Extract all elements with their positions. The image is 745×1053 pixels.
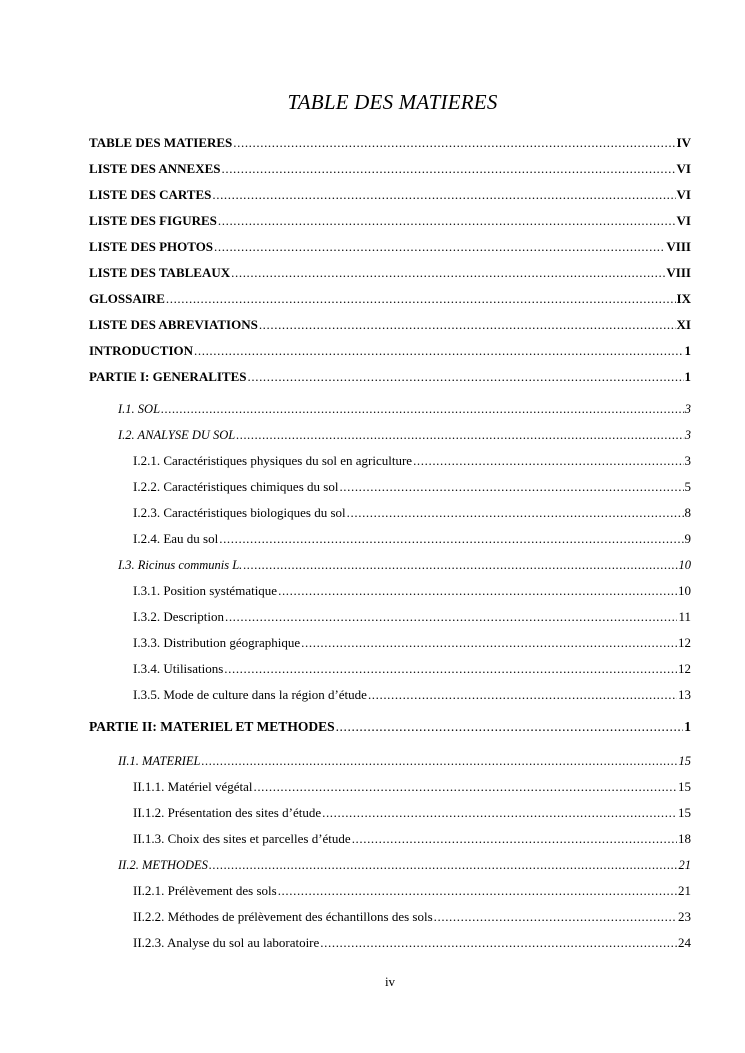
toc-entry[interactable] (89, 187, 691, 203)
toc-entry-page: 23 (678, 909, 691, 924)
toc-entry-label: LISTE DES PHOTOS (89, 239, 214, 254)
toc-dot-leader (336, 719, 684, 735)
toc-entry[interactable] (133, 831, 691, 847)
toc-entry-label: I.3.4. Utilisations (133, 661, 224, 676)
toc-entry[interactable] (133, 687, 691, 703)
toc-entry[interactable] (118, 557, 691, 573)
toc-entry[interactable] (133, 583, 691, 599)
toc-dot-leader (347, 505, 684, 521)
toc-entry-page: 13 (678, 687, 691, 702)
toc-entry[interactable] (133, 935, 691, 951)
toc-entry-page: 10 (678, 558, 691, 572)
toc-entry[interactable] (133, 883, 691, 899)
toc-entry-label: LISTE DES FIGURES (89, 213, 217, 228)
toc-entry[interactable] (89, 291, 691, 307)
toc-entry-label: I.3.3. Distribution géographique (133, 635, 301, 650)
toc-entry-page: VI (676, 161, 691, 176)
toc-entry[interactable] (89, 239, 691, 255)
toc-entry[interactable] (133, 661, 691, 677)
toc-entry-label: II.2.2. Méthodes de prélèvement des échantillons des sols (133, 909, 433, 924)
toc-entry[interactable] (133, 609, 691, 625)
toc-entry-label: II.2.3. Analyse du sol au laboratoire (133, 935, 320, 950)
toc-dot-leader (301, 635, 677, 651)
toc-dot-leader (224, 661, 677, 677)
toc-entry-label: II.1.1. Matériel végétal (133, 779, 253, 794)
toc-dot-leader (236, 427, 684, 443)
toc-dot-leader (209, 857, 678, 873)
toc-entry[interactable] (89, 213, 691, 229)
toc-dot-leader (222, 161, 676, 177)
toc-dot-leader (278, 883, 677, 899)
toc-entry[interactable] (89, 369, 691, 385)
toc-entry[interactable] (133, 909, 691, 925)
toc-entry[interactable] (89, 161, 691, 177)
toc-entry-page: 9 (684, 531, 691, 546)
toc-entry-label: LISTE DES CARTES (89, 187, 212, 202)
toc-entry[interactable] (118, 401, 691, 417)
toc-entry-page: 1 (684, 369, 691, 384)
toc-entry[interactable] (133, 805, 691, 821)
toc-entry-page: 3 (684, 428, 691, 442)
toc-dot-leader (320, 935, 677, 951)
page-number: iv (384, 974, 396, 989)
toc-entry-page: 1 (684, 719, 691, 734)
toc-entry-page: 18 (678, 831, 691, 846)
toc-dot-leader (339, 479, 683, 495)
toc-entry-label: II.1.3. Choix des sites et parcelles d’étude (133, 831, 351, 846)
toc-entry-label: I.3. Ricinus communis L. (118, 558, 243, 572)
toc-entry-label: I.2.2. Caractéristiques chimiques du sol (133, 479, 339, 494)
toc-entry-label: II.1. MATERIEL (118, 754, 201, 768)
toc-entry-page: 15 (678, 779, 691, 794)
toc-entry-label: TABLE DES MATIERES (89, 135, 233, 150)
toc-entry-label: GLOSSAIRE (89, 291, 165, 306)
page-title: TABLE DES MATIERES (287, 90, 498, 114)
toc-dot-leader (225, 609, 677, 625)
toc-dot-leader (219, 531, 683, 547)
toc-entry-page: 10 (678, 583, 691, 598)
toc-entry[interactable] (118, 857, 691, 873)
toc-entry[interactable] (89, 343, 691, 359)
toc-entry[interactable] (118, 427, 691, 443)
toc-entry-page: VIII (666, 239, 691, 254)
toc-entry-label: PARTIE II: MATERIEL ET METHODES (89, 719, 335, 734)
toc-entry-page: 3 (684, 453, 691, 468)
toc-entry-label: I.1. SOL (118, 402, 161, 416)
toc-entry-page: 12 (678, 661, 691, 676)
toc-dot-leader (413, 453, 683, 469)
toc-entry[interactable] (89, 719, 691, 735)
toc-entry-label: I.2. ANALYSE DU SOL (118, 428, 236, 442)
toc-entry-page: XI (676, 317, 691, 332)
toc-entry[interactable] (89, 317, 691, 333)
toc-entry-label: INTRODUCTION (89, 343, 194, 358)
toc-entry[interactable] (133, 505, 691, 521)
toc-entry-page: VI (676, 187, 691, 202)
toc-dot-leader (278, 583, 677, 599)
toc-dot-leader (368, 687, 677, 703)
toc-dot-leader (218, 213, 676, 229)
toc-entry-label: LISTE DES ANNEXES (89, 161, 221, 176)
toc-entry-label: II.2. METHODES (118, 858, 208, 872)
toc-entry[interactable] (89, 265, 691, 281)
toc-entry-label: LISTE DES TABLEAUX (89, 265, 231, 280)
toc-entry-page: 21 (678, 883, 691, 898)
toc-entry-label: I.3.5. Mode de culture dans la région d’étude (133, 687, 367, 702)
toc-entry-page: 15 (678, 754, 691, 768)
toc-dot-leader (194, 343, 683, 359)
toc-dot-leader (233, 135, 675, 151)
toc-entry-label: I.2.4. Eau du sol (133, 531, 219, 546)
toc-dot-leader (202, 753, 678, 769)
toc-dot-leader (212, 187, 675, 203)
toc-dot-leader (259, 317, 676, 333)
toc-dot-leader (253, 779, 677, 795)
toc-entry[interactable] (133, 779, 691, 795)
toc-entry-page: IX (676, 291, 691, 306)
toc-entry-page: 1 (684, 343, 691, 358)
toc-entry-page: 11 (678, 609, 691, 624)
toc-entry-label: II.1.2. Présentation des sites d’étude (133, 805, 322, 820)
toc-dot-leader (231, 265, 665, 281)
toc-entry-page: 12 (678, 635, 691, 650)
toc-dot-leader (322, 805, 677, 821)
toc-dot-leader (161, 401, 684, 417)
toc-dot-leader (166, 291, 676, 307)
toc-entry-page: IV (676, 135, 691, 150)
toc-entry-page: VIII (666, 265, 691, 280)
toc-dot-leader (248, 369, 684, 385)
toc-entry-label: I.2.3. Caractéristiques biologiques du sol (133, 505, 346, 520)
toc-entry-page: 3 (684, 402, 691, 416)
toc-entry[interactable] (133, 453, 691, 469)
toc-entry-page: 21 (678, 858, 691, 872)
toc-entry[interactable] (118, 753, 691, 769)
toc-entry-label: II.2.1. Prélèvement des sols (133, 883, 277, 898)
toc-entry-label: PARTIE I: GENERALITES (89, 369, 247, 384)
toc-entry[interactable] (89, 135, 691, 151)
toc-dot-leader (243, 557, 677, 573)
toc-dot-leader (214, 239, 665, 255)
toc-dot-leader (352, 831, 677, 847)
toc-entry[interactable] (133, 635, 691, 651)
toc-entry[interactable] (133, 531, 691, 547)
toc-dot-leader (434, 909, 677, 925)
toc-entry-label: I.3.2. Description (133, 609, 224, 624)
toc-entry-label: I.3.1. Position systématique (133, 583, 278, 598)
toc-entry[interactable] (133, 479, 691, 495)
toc-entry-page: 5 (684, 479, 691, 494)
toc-entry-page: VI (676, 213, 691, 228)
toc-entry-label: I.2.1. Caractéristiques physiques du sol en agriculture (133, 453, 413, 468)
toc-entry-label: LISTE DES ABREVIATIONS (89, 317, 258, 332)
toc-entry-page: 15 (678, 805, 691, 820)
toc-entry-page: 8 (684, 505, 691, 520)
toc-entry-page: 24 (678, 935, 691, 950)
